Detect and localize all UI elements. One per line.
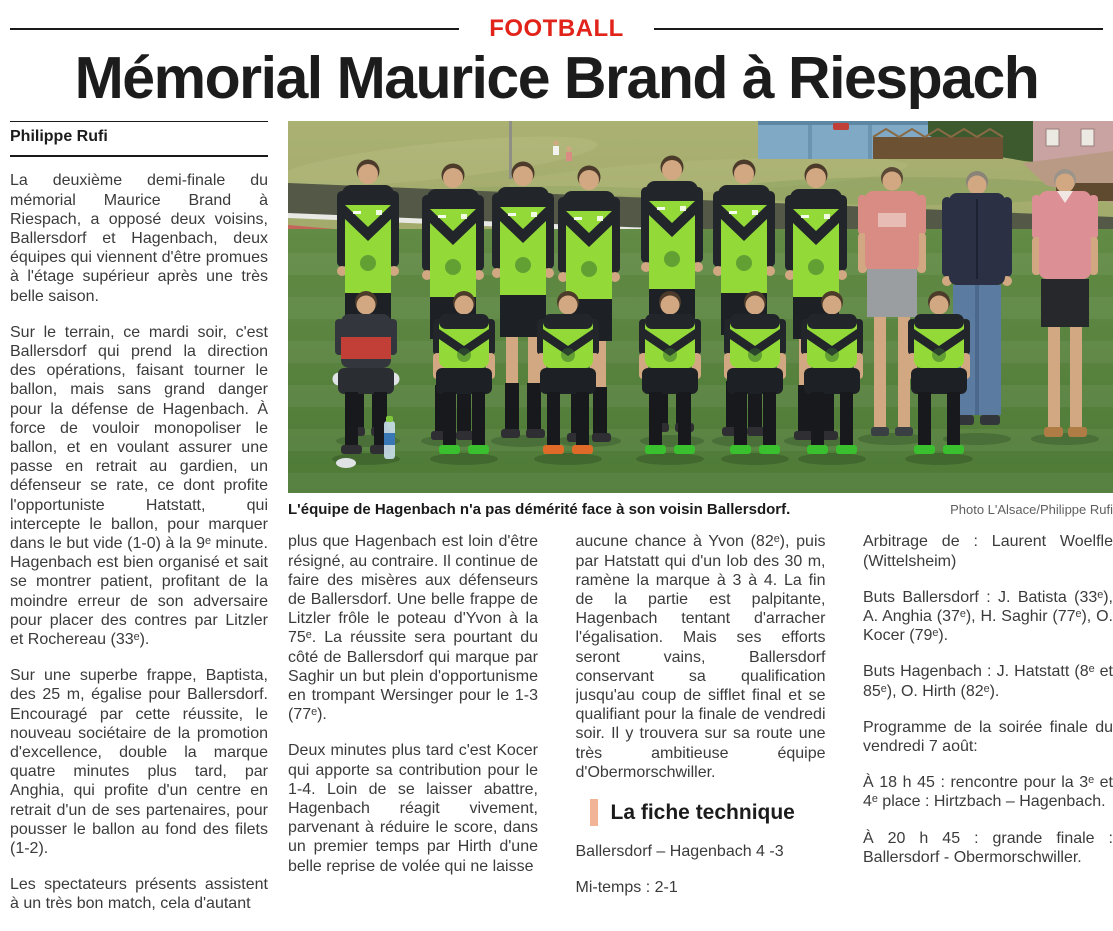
kicker-rule-right [654, 28, 1103, 30]
photo-credit: Photo L'Alsace/Philippe Rufi [950, 502, 1113, 518]
fiche-accent-bar [590, 799, 598, 826]
score-line: Ballersdorf – Hagenbach 4 -3 [575, 843, 784, 860]
section-label: FOOTBALL [489, 15, 624, 42]
photo-caption: L'équipe de Hagenbach n'a pas démérité face à son voisin Ballersdorf. [288, 501, 791, 519]
paragraph: À 20 h 45 : grande finale : Ballersdorf - Obermorschwiller. [863, 829, 1113, 866]
page-title: Mémorial Maurice Brand à Riespach [74, 48, 1039, 110]
article-body [10, 121, 1113, 930]
paragraph: Buts Hagenbach : J. Hatstatt (8ᵉ et 85ᵉ), O. Hirth (82ᵉ). [863, 663, 1113, 700]
fiche-technique-heading [590, 799, 826, 826]
article-column-3 [576, 532, 826, 905]
article-column-1 [10, 121, 268, 930]
team-photo [288, 121, 1113, 493]
paragraph: La deuxième demi-finale du mémorial Maurice Brand à Riespach, a opposé deux voisins, Ballersdorf et Hagenbach, deux équipes qui viennent d'être promues à l'étage supérieur après une très belle saison. [10, 172, 268, 305]
article-right-area [288, 121, 1113, 905]
halftime-line: Mi-temps : 2-1 [575, 879, 678, 897]
fiche-title: La fiche technique [610, 800, 795, 824]
byline-box [10, 121, 268, 157]
paragraph: plus que Hagenbach est loin d'être résigné, au contraire. Il continue de faire des misères aux défenseurs de Ballersdorf. Une belle frappe de Litzler frôle le poteau d'Yvon à la 75ᵉ. La réussite sera pourtant du côté de Ballersdorf qui marque par Saghir un but plein d'opportunisme en trompant Wersinger pour le 1-3 (77ᵉ). [288, 533, 538, 724]
section-kicker [10, 14, 1103, 44]
water-bottle [384, 416, 395, 459]
paragraph: aucune chance à Yvon (82ᵉ), puis par Hatstatt qui d'un lob des 30 m, ramène la marque à 3 à 4. La fin de la partie est palpitante, Hagenbach tentant d'arracher l'égalisation. Mais ses efforts seront vains, Ballersdorf conservant sa qualification jusqu'au coup de sifflet final et se qualifiant pour la finale de vendredi soir. Il y trouvera sur sa route une très ambitieuse équipe d'Obermorschwiller. [575, 533, 826, 781]
kicker-rule-left [10, 28, 459, 30]
paragraph: Les spectateurs présents assistent à un très bon match, cela d'autant [10, 876, 268, 913]
article-column-2 [288, 532, 538, 905]
photo-caption-row [288, 501, 1113, 518]
paragraph: À 18 h 45 : rencontre pour la 3ᵉ et 4ᵉ place : Hirtzbach – Hagenbach. [863, 774, 1113, 811]
paragraph: Sur le terrain, ce mardi soir, c'est Ballersdorf qui prend la direction des opérations, faisant tourner le ballon, mais sans grand danger pour la défense de Hagenbach. À force de vouloir monopoliser le ballon, et en voulant assurer une passe en retrait au gardien, un défenseur se rate, ce dont profite l'opportuniste Hatstatt, qui intercepte le ballon, pour marquer dans le but vide (1-0) à la 9ᵉ minute. Hagenbach est bien organisé et sait se montrer patient, profitant de la moindre erreur de son adversaire pour placer des contres par Litzler et Rochereau (33ᵉ). [10, 323, 268, 649]
paragraph: Buts Ballersdorf : J. Batista (33ᵉ), A. Anghia (37ᵉ), H. Saghir (77ᵉ), O. Kocer (79ᵉ). [863, 588, 1113, 645]
article-column-4 [863, 532, 1113, 905]
paragraph: Arbitrage de : Laurent Woelfle (Wittelsheim) [863, 533, 1113, 570]
paragraph: Sur une superbe frappe, Baptista, des 25 m, égalise pour Ballersdorf. Encouragé par cette réussite, le nouveau sociétaire de la promotion d'excellence, double la marque quatre minutes plus tard, par Anghia, qui profite d'un centre en retrait d'un de ses partenaires, pour pousser le ballon au fond des filets (1-2). [10, 667, 268, 858]
paragraph: Programme de la soirée finale du vendredi 7 août: [863, 718, 1113, 755]
paragraph: Deux minutes plus tard c'est Kocer qui apporte sa contribution pour le 1-4. Loin de se laisser abattre, Hagenbach réagit vivement, parvenant à réduire le score, dans un premier temps par Hirth d'une belle reprise de volée qui ne laisse [288, 742, 538, 875]
byline: Philippe Rufi [10, 128, 108, 146]
team-photo-illustration [288, 121, 1113, 493]
lower-columns [288, 532, 1113, 905]
